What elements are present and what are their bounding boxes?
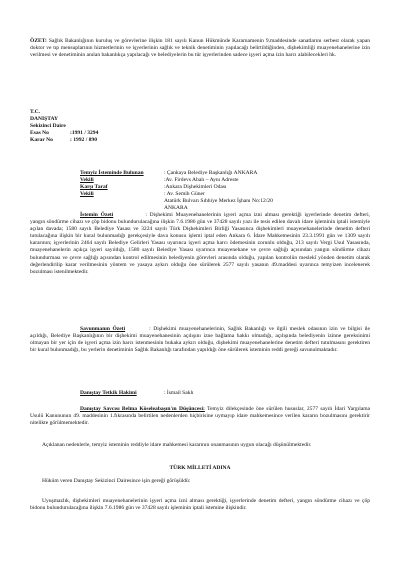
defense-summary-label: Savunmanın Özeti: [80, 326, 126, 332]
prosecutor-opinion-text: Temyiz dilekçesinde öne sürülen hususlar, 2577 sayılı İdari Yargılama Usulü Kanununun 49. maddesinin 1.fıkrasında belirtilen nedenlerden hiçbirisine uymayıp idare mahkemesince verilen kararın bozulmasını gerektirir nitelikte görülmemektedir.: [30, 406, 370, 427]
respondent-label: Karşı Taraf: [80, 184, 108, 190]
appellant-attorney-value: :Av. Firdevs Abalı – Aynı Adreste: [164, 177, 239, 183]
decision-dispute-text: Uyuşmazlık, dişhekimleri muayenehanelerinin işyeri açma izni alması gerektiği, işyerlerinde denetim defteri, yangın söndürme cihazı ve çöp bidonu bulundurulacağına ilişkin 7.6.1986 gün ve 37428 sayılı işleminin iptali istemine ilişkindir.: [30, 498, 370, 512]
decision-dispute-paragraph: [30, 498, 370, 512]
defense-summary-paragraph: [30, 326, 370, 354]
defense-summary-text: : Dişhekimi muayenehanelerinin, Sağlık Bakanlığı ve ilgili meslek odasının izin ve bilgisi ile açıldığı, Belediye Başkanlığının bir dişhekimi muayenehanesinin açılışını izne bağlama hakkı olmadığı, açılışında belediyenin izinne gereksinimi olmayan bir yer için de işyeri açma izin harcı istenmesinin bukaka aykırı olduğu, dişhekimi muayenehanelerine denetim defteri tutulmasını gerektiren bir kural bulunmadığı, bu yerlerin denetiminin Sağlık Bakanlığı tarafından yapıldığı öne sürülerek isteminin reddi gereği savunulmaktadır.: [30, 326, 371, 354]
prosecutor-opinion-label: Danıştay Savcısı Belma Köseleabaşın'ın Düşüncesi:: [80, 406, 205, 412]
summary-label: ÖZET:: [30, 38, 47, 44]
request-summary-text: : Dişhekimi Muayenehanelerinin işyeri açma izni alması gerektiği işyerlerinde denetim defteri, yangın söndürme cihazı ve çöp bidonu bulundurulacağına ilişkin 7.6.1986 gün ve 37428 sayılı yazı ile tesis edilen davalı idare işleminin iptali istemiyle açılan davada; 1580 sayılı Belediye Yasası ve 3224 sayılı Türk Dişhekimleri Birliği Yasasınca dişhekimleri muayenehanelerinde denetim defteri tutulacağına ilişkin bir kural bulunmadığı gerekçesiyle dava konusu işlemi iptal eden Ankara 6. İdare Mahkemesinin 23.3.1991 gün ve 1309 sayılı kararının; işyerlerinin 2464 sayılı Belediye Gelirleri Yasası uyarınca işyeri açma harcı ödemesinin zorunlu olduğu, 213 sayılı Vergi Usul Yasasında, muayenehanelerin açıkça işyeri sayıldığı, 1580 sayılı Belediye Yasası uyarınca muayenehane ve çevre sağlığı açısından yangın söndürme cihazı bulundurması ve çevre sağlığı açısından kontrol edilmesinin belediyenin görevleri arasında olduğu, yapılan kontrolün meslekî yönden denetim olarak değerlendirilip karar verilmesinin yöntem ve yasaya aykırı olduğu öne sürülerek 2577 sayılı yasanın 49.maddesi uyarınca temyizen incelenerek bozulması istenilmektedir.: [30, 212, 371, 275]
esas-label: Esas No: [30, 130, 49, 136]
karar-label: Karar No: [30, 137, 53, 143]
court-tc: T.C.: [30, 109, 41, 115]
karar-value: : 1992 / 890: [70, 137, 97, 143]
judge-label: Danıştay Tetkik Hakimi: [80, 390, 137, 396]
appellant-label: Temyiz İsteminde Bulunan: [80, 170, 144, 176]
request-summary-label: İstemin Özeti: [80, 212, 114, 218]
respondent-value: :Ankara Dişhekimleri Odası: [164, 184, 227, 190]
respondent-address-line1: Atatürk Bulvarı Sıhhiye Merkez İşhanı No:12/20: [164, 198, 273, 204]
respondent-attorney-value: : Av. Semih Güner: [164, 191, 205, 197]
summary-paragraph: [30, 38, 370, 59]
esas-value: :1991 / 3294: [70, 130, 99, 136]
appellant-value: : Çankaya Belediye Başkanlığı ANKARA: [164, 170, 258, 176]
judge-value: : İsmail Saklı: [164, 390, 194, 396]
decision-intro: [30, 478, 370, 485]
summary-text: Sağlık Bakanlığının kuruluş ve görevlerine ilişkin 181 sayılı Kanun Hükmünde Kararnamenin 9.maddesinde sanatlarını serbest olarak yapan doktor ve tıp mensuplarının hizmetlerinin ve işyerlerinin sağlık ve teknik denetiminin yapılacağı belirtildiğinden, dişhekimliği muayenehanelerine izin verilmesi ve denetiminin anılan bakanlıkça yapılacağı ve belediyelerin bu tür işyerlerinden sadece işyeri açma izin harcı alabilecekleri hk.: [30, 38, 371, 59]
respondent-attorney-label: Vekili: [80, 191, 94, 197]
decision-intro-text: Hüküm veren Danıştay Sekizinci Dairesince işin gereği görüşüldü:: [42, 478, 191, 484]
court-chamber: Sekizinci Daire: [30, 123, 66, 129]
court-name: DANIŞTAY: [30, 116, 59, 122]
prosecutor-conclusion-paragraph: [30, 442, 370, 449]
appellant-attorney-label: Vekili: [80, 177, 94, 183]
respondent-address-line2: ANKARA: [164, 205, 188, 211]
request-summary-paragraph: [30, 212, 370, 276]
decision-heading: TÜRK MİLLETİ ADINA: [169, 465, 231, 471]
prosecutor-conclusion-text: Açıklanan nedenlerle, temyiz isteminin reddiyle idare mahkemesi kararının onanmasının uygun olacağı düşünülmektedir.: [42, 442, 312, 448]
prosecutor-opinion-paragraph: [30, 406, 370, 427]
